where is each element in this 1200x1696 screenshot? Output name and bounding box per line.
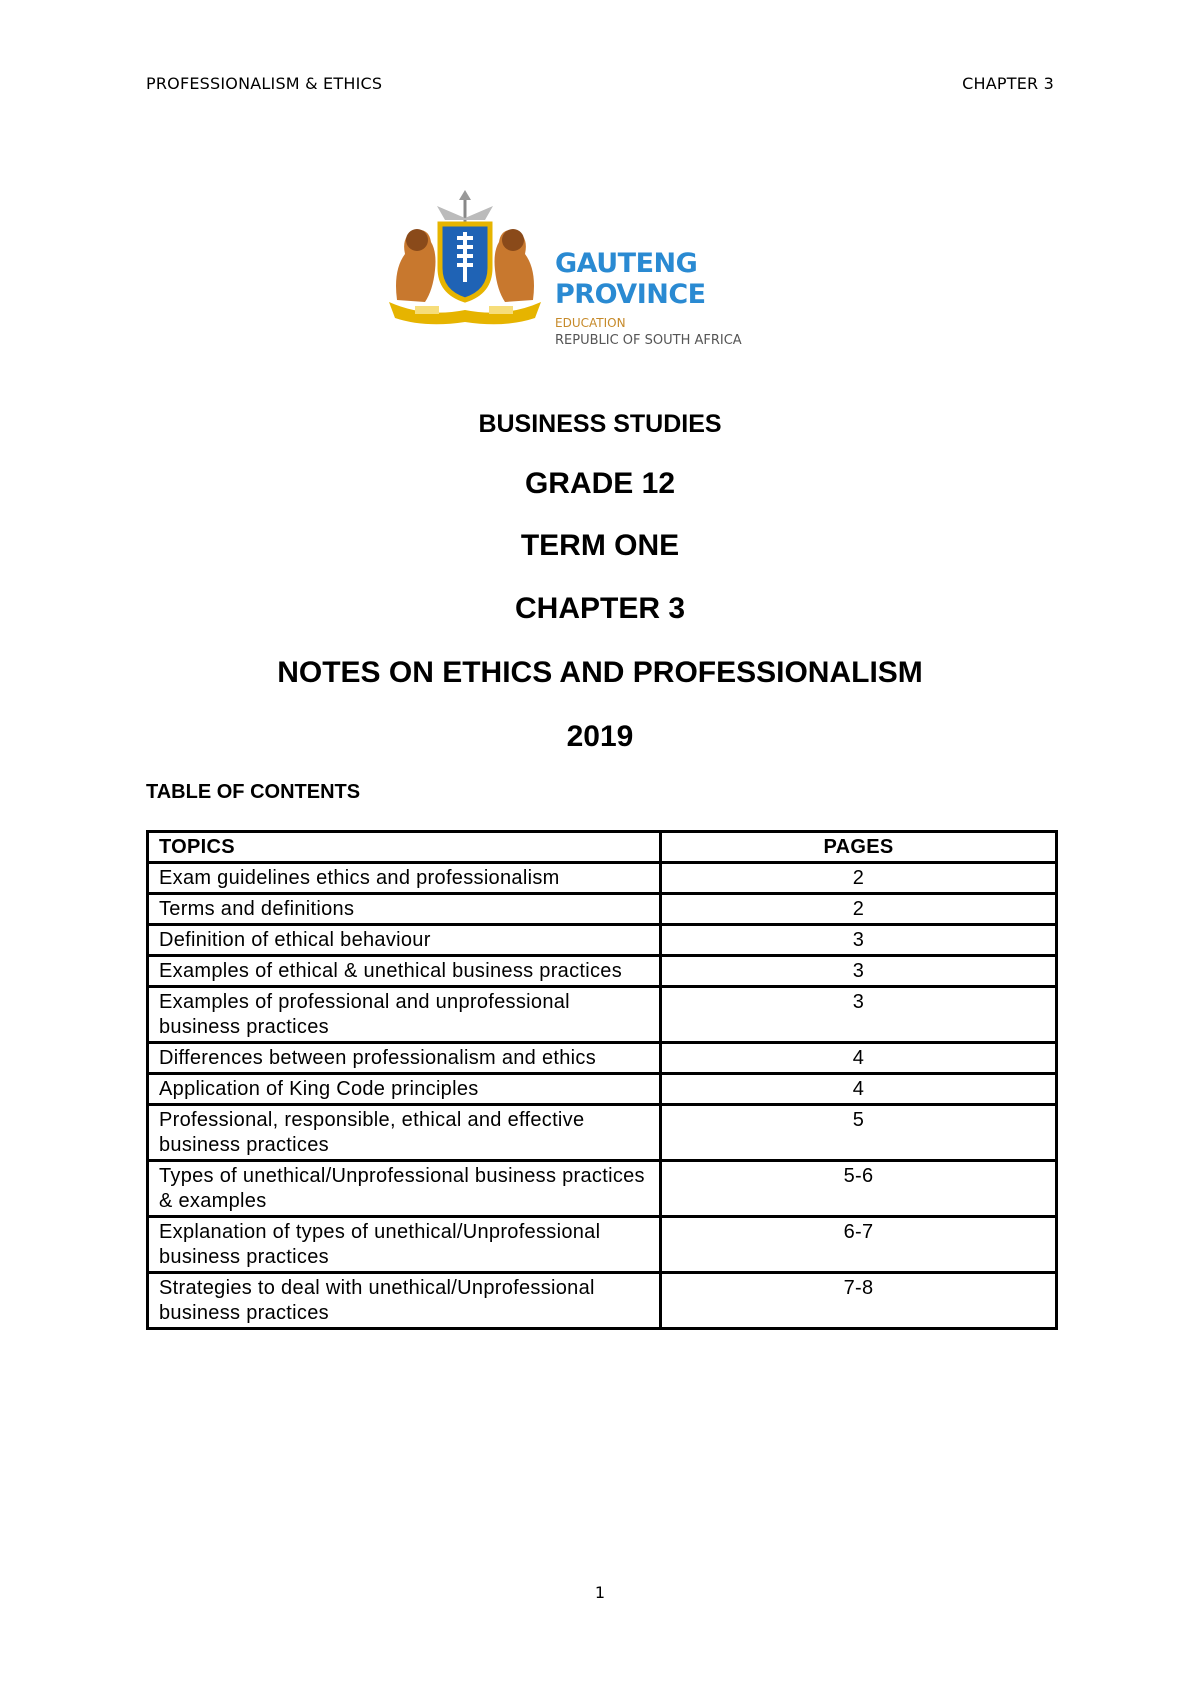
toc-pages: 2 [661,863,1057,894]
toc-header-row [148,832,1057,863]
table-row [148,925,1057,956]
table-row [148,863,1057,894]
header-right: CHAPTER 3 [962,74,1054,93]
notes-title: NOTES ON ETHICS AND PROFESSIONALISM [277,656,923,689]
table-row [148,1074,1057,1105]
toc-pages: 5-6 [661,1161,1057,1217]
logo-org: GAUTENG PROVINCE [555,248,706,310]
toc-topic: Examples of professional and unprofessional business practices [148,987,661,1043]
toc-heading: TABLE OF CONTENTS [146,781,361,803]
table-row [148,1105,1057,1161]
toc-topic: Terms and definitions [148,894,661,925]
term-title: TERM ONE [520,529,680,562]
toc-pages: 4 [661,1074,1057,1105]
toc-topic: Explanation of types of unethical/Unprofessional business practices [148,1217,661,1273]
table-row [148,1043,1057,1074]
toc-pages: 4 [661,1043,1057,1074]
table-row [148,956,1057,987]
logo-wordmark [555,248,835,348]
toc-topic: Differences between professionalism and ethics [148,1043,661,1074]
page-number: 1 [594,1583,606,1602]
toc-topic: Application of King Code principles [148,1074,661,1105]
coat-of-arms-icon [385,190,545,328]
toc-pages: 2 [661,894,1057,925]
header-left: PROFESSIONALISM & ETHICS [146,74,383,93]
table-row [148,1161,1057,1217]
toc-topic: Definition of ethical behaviour [148,925,661,956]
toc-pages: 6-7 [661,1217,1057,1273]
toc-topic: Examples of ethical & unethical business practices [148,956,661,987]
logo-country: REPUBLIC OF SOUTH AFRICA [555,333,742,348]
toc-topic: Types of unethical/Unprofessional business practices & examples [148,1161,661,1217]
gauteng-logo [385,190,835,348]
year-title: 2019 [566,720,634,753]
grade-title: GRADE 12 [524,467,676,500]
toc-pages: 5 [661,1105,1057,1161]
topics-column-header: TOPICS [148,832,661,863]
logo-dept: EDUCATION [555,316,626,330]
toc-topic: Strategies to deal with unethical/Unprofessional business practices [148,1273,661,1329]
toc-topic: Exam guidelines ethics and professionalism [148,863,661,894]
toc-pages: 3 [661,925,1057,956]
chapter-title: CHAPTER 3 [514,592,686,625]
toc-pages: 7-8 [661,1273,1057,1329]
table-row [148,1273,1057,1329]
toc-pages: 3 [661,956,1057,987]
table-row [148,1217,1057,1273]
toc-pages: 3 [661,987,1057,1043]
toc-topic: Professional, responsible, ethical and effective business practices [148,1105,661,1161]
table-row [148,894,1057,925]
table-row [148,987,1057,1043]
toc-table [146,830,1058,1330]
running-header [146,74,1054,93]
pages-column-header: PAGES [661,832,1057,863]
subject-title: BUSINESS STUDIES [478,410,722,438]
